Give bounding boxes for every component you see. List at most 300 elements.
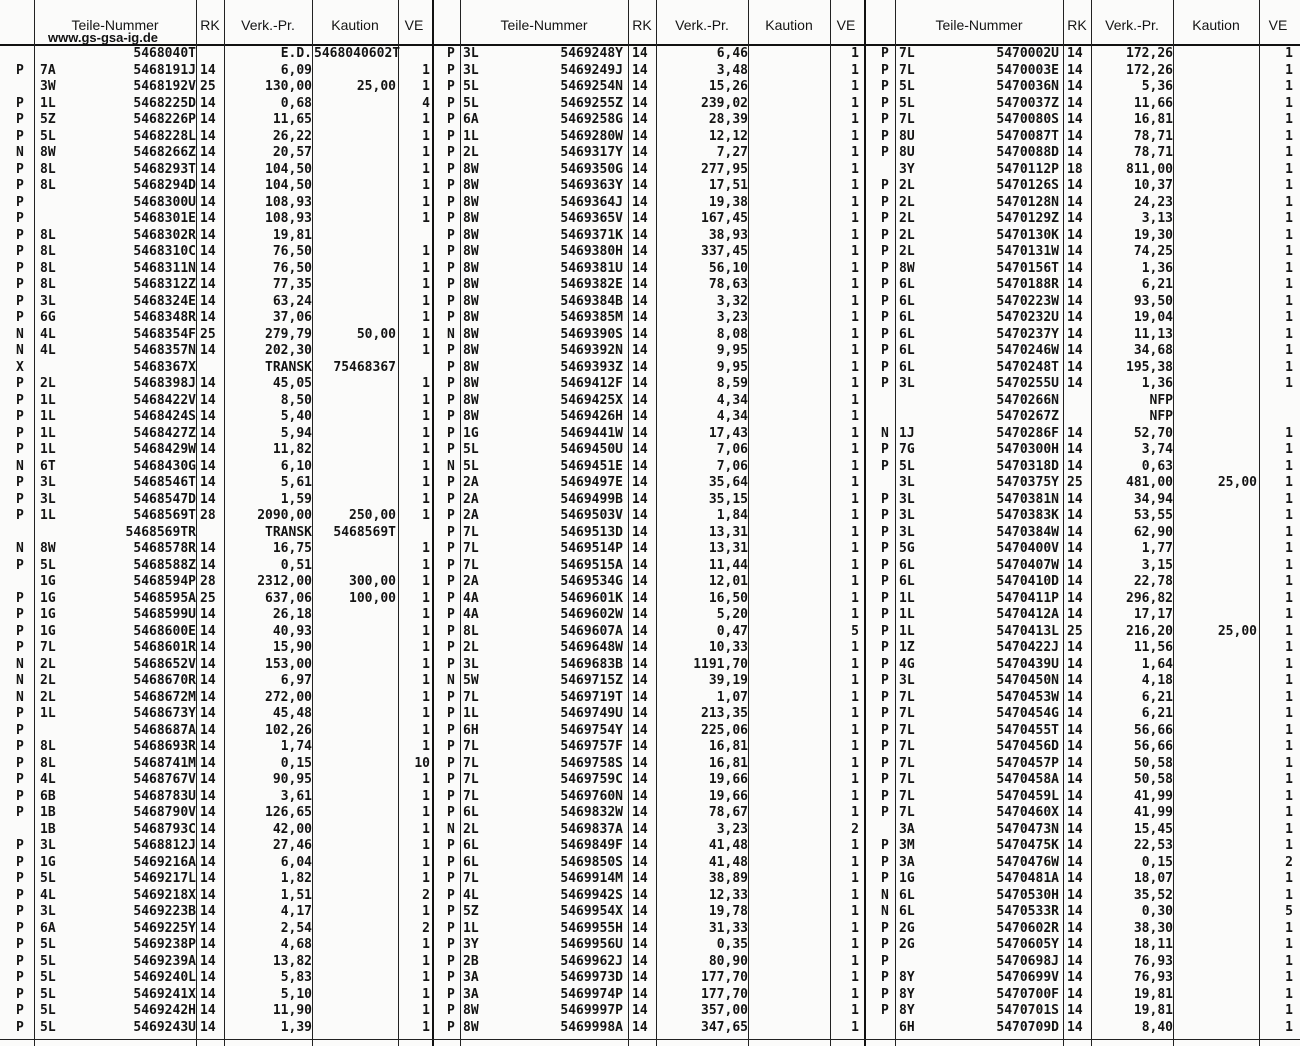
cell-part-number: 5470602R xyxy=(996,920,1059,936)
cell-ve: 1 xyxy=(851,838,859,853)
cell-part-number: 5469241X xyxy=(133,986,196,1002)
header-price: Verk.-Pr. xyxy=(675,17,729,33)
cell-rk: 14 xyxy=(632,755,648,771)
cell-code: 7L xyxy=(463,541,479,556)
cell-ve: 1 xyxy=(422,640,430,655)
cell-ve: 1 xyxy=(1285,937,1293,952)
cell-price: 8,59 xyxy=(716,376,748,391)
cell-code: 8L xyxy=(40,244,56,259)
cell-ve: 1 xyxy=(1285,442,1293,457)
cell-part-number: 5468225D xyxy=(133,95,196,111)
cell-ve: 1 xyxy=(851,920,859,936)
cell-rk: 14 xyxy=(1067,541,1083,556)
table-row xyxy=(867,360,1300,377)
table-row xyxy=(867,294,1300,311)
cell-code: 7L xyxy=(899,62,915,78)
cell-rk: 14 xyxy=(1067,310,1083,325)
cell-ve: 1 xyxy=(422,904,430,919)
cell-ve: 1 xyxy=(851,79,859,94)
cell-code: 6L xyxy=(899,557,915,573)
cell-part-number: 5469254N xyxy=(560,79,623,94)
cell-code: 3L xyxy=(40,904,56,919)
cell-ve: 1 xyxy=(422,772,430,787)
website-url: www.gs-gsa-ig.de xyxy=(48,30,159,45)
cell-part-number: 5469497E xyxy=(560,475,623,490)
cell-code: 6G xyxy=(40,310,56,325)
cell-rk: 14 xyxy=(200,953,216,969)
cell-price: 38,30 xyxy=(1133,920,1173,936)
table-row xyxy=(867,277,1300,294)
cell-status: P xyxy=(447,62,455,78)
cell-part-number: 5468601R xyxy=(133,640,196,655)
cell-rk: 14 xyxy=(1067,871,1083,886)
cell-ve: 1 xyxy=(1285,970,1293,985)
table-row xyxy=(867,228,1300,245)
price-list-panel-3 xyxy=(867,0,1300,1046)
table-row xyxy=(867,244,1300,261)
cell-price: 0,68 xyxy=(280,95,312,111)
cell-price: 15,90 xyxy=(272,640,312,655)
cell-code: 5L xyxy=(463,442,479,457)
cell-part-number: 5469364J xyxy=(560,194,623,210)
cell-ve: 1 xyxy=(422,425,430,441)
cell-rk: 14 xyxy=(632,986,648,1002)
cell-code: 6H xyxy=(899,1019,915,1035)
cell-rk: 14 xyxy=(632,590,648,606)
table-row xyxy=(867,574,1300,591)
cell-ve: 1 xyxy=(851,640,859,655)
cell-rk: 14 xyxy=(632,244,648,259)
cell-status: P xyxy=(881,574,889,589)
cell-price: 108,93 xyxy=(265,211,312,226)
cell-price: 19,38 xyxy=(708,194,748,210)
cell-ve: 1 xyxy=(851,607,859,622)
table-row xyxy=(435,244,867,261)
cell-price: 42,00 xyxy=(272,821,312,837)
cell-ve: 1 xyxy=(1285,293,1293,309)
cell-code: 2G xyxy=(899,937,915,952)
cell-ve: 1 xyxy=(851,788,859,804)
cell-part-number: 5468429W xyxy=(133,442,196,457)
cell-rk: 14 xyxy=(632,953,648,969)
cell-status: P xyxy=(881,623,889,639)
cell-code: 8W xyxy=(463,376,479,391)
cell-part-number: 5469240L xyxy=(133,970,196,985)
cell-rk: 14 xyxy=(1067,937,1083,952)
cell-status: P xyxy=(447,524,455,540)
table-row xyxy=(867,904,1300,921)
cell-rk: 18 xyxy=(1067,161,1083,177)
cell-code: 4L xyxy=(40,887,56,903)
cell-part-number: 5470037Z xyxy=(996,95,1059,111)
cell-rk: 14 xyxy=(1067,46,1083,61)
table-row xyxy=(867,475,1300,492)
cell-part-number: 5469248Y xyxy=(560,46,623,61)
cell-ve: 1 xyxy=(1285,656,1293,672)
cell-price: 0,30 xyxy=(1141,904,1173,919)
cell-price: 18,07 xyxy=(1133,871,1173,886)
cell-ve: 1 xyxy=(1285,359,1293,375)
cell-price: 18,11 xyxy=(1133,937,1173,952)
cell-part-number: 5468312Z xyxy=(133,277,196,292)
cell-rk: 14 xyxy=(200,442,216,457)
table-body xyxy=(0,46,435,1036)
cell-rk: 14 xyxy=(632,112,648,127)
cell-code: 7L xyxy=(463,755,479,771)
table-row xyxy=(435,789,867,806)
cell-price: 62,90 xyxy=(1133,524,1173,540)
cell-rk: 14 xyxy=(200,343,216,358)
cell-price: 172,26 xyxy=(1126,62,1173,78)
cell-deposit: 75468367 xyxy=(333,359,396,375)
table-row xyxy=(0,607,435,624)
cell-part-number: 5469381U xyxy=(560,260,623,276)
cell-ve: 1 xyxy=(422,409,430,424)
cell-code: 7L xyxy=(899,739,915,754)
cell-price: 15,26 xyxy=(708,79,748,94)
table-row xyxy=(0,376,435,393)
cell-status: P xyxy=(16,475,24,490)
cell-price: 35,52 xyxy=(1133,887,1173,903)
cell-part-number: 5469955H xyxy=(560,920,623,936)
table-row xyxy=(435,987,867,1004)
cell-part-number: 5469715Z xyxy=(560,673,623,688)
cell-rk: 14 xyxy=(1067,1003,1083,1018)
cell-part-number: 5468357N xyxy=(133,343,196,358)
table-row xyxy=(435,1003,867,1020)
cell-status: P xyxy=(881,739,889,754)
cell-price: 40,93 xyxy=(272,623,312,639)
cell-price: 108,93 xyxy=(265,194,312,210)
cell-code: 6L xyxy=(899,293,915,309)
cell-ve: 1 xyxy=(422,623,430,639)
cell-status: P xyxy=(16,260,24,276)
table-row xyxy=(0,690,435,707)
cell-code: 5G xyxy=(899,541,915,556)
cell-ve: 1 xyxy=(422,112,430,127)
cell-ve: 1 xyxy=(422,458,430,474)
cell-code: 8L xyxy=(40,755,56,771)
table-row xyxy=(867,541,1300,558)
cell-code: 1G xyxy=(40,590,56,606)
table-row xyxy=(0,277,435,294)
cell-ve: 1 xyxy=(1285,805,1293,820)
cell-deposit: 100,00 xyxy=(349,590,396,606)
cell-code: 3L xyxy=(40,475,56,490)
cell-code: 1L xyxy=(40,425,56,441)
cell-part-number: 5470255U xyxy=(996,376,1059,391)
cell-rk: 14 xyxy=(1067,607,1083,622)
cell-rk: 14 xyxy=(1067,112,1083,127)
cell-rk: 14 xyxy=(200,128,216,144)
table-row xyxy=(0,1003,435,1020)
cell-ve: 1 xyxy=(1285,161,1293,177)
cell-rk: 14 xyxy=(632,475,648,490)
cell-part-number: 5470454G xyxy=(996,706,1059,721)
cell-status: P xyxy=(881,541,889,556)
cell-code: 6L xyxy=(899,343,915,358)
cell-rk: 14 xyxy=(632,805,648,820)
cell-code: 5L xyxy=(40,871,56,886)
cell-code: 8L xyxy=(40,227,56,243)
table-row xyxy=(0,706,435,723)
cell-rk: 14 xyxy=(1067,95,1083,111)
cell-ve: 1 xyxy=(422,739,430,754)
cell-part-number: 5470407W xyxy=(996,557,1059,573)
cell-rk: 28 xyxy=(200,508,216,523)
table-row xyxy=(435,261,867,278)
cell-rk: 14 xyxy=(200,178,216,193)
cell-price: 213,35 xyxy=(701,706,748,721)
cell-rk: 14 xyxy=(200,475,216,490)
cell-ve: 1 xyxy=(851,293,859,309)
cell-rk: 14 xyxy=(632,640,648,655)
table-row xyxy=(0,541,435,558)
cell-part-number: 5469280W xyxy=(560,128,623,144)
cell-code: 1G xyxy=(40,623,56,639)
cell-code: 3L xyxy=(899,491,915,507)
cell-price: 5,83 xyxy=(280,970,312,985)
cell-status: P xyxy=(16,1019,24,1035)
cell-code: 4L xyxy=(40,343,56,358)
header-rk: RK xyxy=(200,17,220,33)
cell-status: P xyxy=(447,161,455,177)
cell-part-number: 5470246W xyxy=(996,343,1059,358)
cell-status: P xyxy=(881,277,889,292)
cell-part-number: 5469513D xyxy=(560,524,623,540)
cell-part-number: 5470130K xyxy=(996,227,1059,243)
cell-rk: 14 xyxy=(200,854,216,870)
cell-ve: 1 xyxy=(1285,722,1293,738)
table-row xyxy=(435,162,867,179)
cell-part-number: 5468324E xyxy=(133,293,196,309)
cell-rk: 14 xyxy=(632,788,648,804)
cell-ve: 1 xyxy=(851,359,859,375)
table-row xyxy=(0,228,435,245)
cell-part-number: 5470126S xyxy=(996,178,1059,193)
cell-rk: 14 xyxy=(632,821,648,837)
table-row xyxy=(0,178,435,195)
table-row xyxy=(0,195,435,212)
cell-code: 2L xyxy=(40,673,56,688)
cell-price: 56,66 xyxy=(1133,739,1173,754)
cell-ve: 1 xyxy=(1285,491,1293,507)
cell-rk: 14 xyxy=(632,343,648,358)
cell-price: 19,66 xyxy=(708,788,748,804)
cell-code: 2L xyxy=(463,145,479,160)
cell-price: 78,71 xyxy=(1133,145,1173,160)
table-row xyxy=(0,211,435,228)
cell-price: 31,33 xyxy=(708,920,748,936)
cell-status: P xyxy=(881,722,889,738)
cell-price: 38,93 xyxy=(708,227,748,243)
table-row xyxy=(867,393,1300,410)
cell-ve: 1 xyxy=(1285,623,1293,639)
cell-rk: 14 xyxy=(632,574,648,589)
cell-code: 5L xyxy=(40,557,56,573)
cell-rk: 14 xyxy=(1067,689,1083,705)
cell-price: 90,95 xyxy=(272,772,312,787)
cell-price: 41,48 xyxy=(708,838,748,853)
cell-price: 19,30 xyxy=(1133,227,1173,243)
cell-code: 8W xyxy=(463,359,479,375)
cell-code: 6L xyxy=(899,359,915,375)
cell-rk: 14 xyxy=(200,887,216,903)
table-row xyxy=(435,756,867,773)
cell-status: P xyxy=(16,425,24,441)
cell-code: 8W xyxy=(463,277,479,292)
cell-ve: 1 xyxy=(851,178,859,193)
cell-code: 1G xyxy=(899,871,915,886)
cell-status: P xyxy=(881,607,889,622)
cell-code: 8W xyxy=(463,310,479,325)
cell-price: 7,27 xyxy=(716,145,748,160)
cell-status: N xyxy=(16,673,24,688)
cell-ve: 1 xyxy=(1285,260,1293,276)
cell-rk: 28 xyxy=(200,574,216,589)
cell-rk: 14 xyxy=(1067,62,1083,78)
cell-price: 45,48 xyxy=(272,706,312,721)
cell-part-number: 5470088D xyxy=(996,145,1059,160)
cell-price: 1,59 xyxy=(280,491,312,507)
table-row xyxy=(0,459,435,476)
cell-ve: 1 xyxy=(422,788,430,804)
cell-ve: 1 xyxy=(1285,1019,1293,1035)
cell-code: 3L xyxy=(463,656,479,672)
cell-part-number: 5470473N xyxy=(996,821,1059,837)
cell-ve: 1 xyxy=(1285,211,1293,226)
cell-price: 279,79 xyxy=(265,326,312,342)
table-row xyxy=(867,261,1300,278)
cell-part-number: 5469515A xyxy=(560,557,623,573)
cell-rk: 14 xyxy=(632,920,648,936)
table-row xyxy=(867,624,1300,641)
table-row xyxy=(0,294,435,311)
cell-rk: 14 xyxy=(1067,244,1083,259)
cell-rk: 14 xyxy=(632,293,648,309)
cell-part-number: 5468310C xyxy=(133,244,196,259)
table-row xyxy=(867,310,1300,327)
cell-part-number: 5470087T xyxy=(996,128,1059,144)
cell-code: 1L xyxy=(40,392,56,408)
cell-code: 1B xyxy=(40,805,56,820)
table-row xyxy=(435,822,867,839)
cell-rk: 14 xyxy=(200,277,216,292)
cell-ve: 1 xyxy=(422,821,430,837)
cell-part-number: 5469450U xyxy=(560,442,623,457)
cell-part-number: 5468301E xyxy=(133,211,196,226)
cell-rk: 14 xyxy=(200,656,216,672)
cell-ve: 1 xyxy=(1285,541,1293,556)
cell-status: P xyxy=(16,854,24,870)
cell-rk: 14 xyxy=(632,524,648,540)
cell-code: 2A xyxy=(463,475,479,490)
cell-rk: 14 xyxy=(632,161,648,177)
cell-price: 1,07 xyxy=(716,689,748,705)
header-rk: RK xyxy=(1067,17,1087,33)
cell-part-number: 5470476W xyxy=(996,854,1059,870)
table-row xyxy=(435,624,867,641)
cell-part-number: 5470698J xyxy=(996,953,1059,969)
cell-status: P xyxy=(881,293,889,309)
cell-code: 6L xyxy=(463,854,479,870)
cell-code: 2L xyxy=(899,211,915,226)
table-row xyxy=(435,360,867,377)
table-row xyxy=(435,723,867,740)
table-row xyxy=(435,657,867,674)
cell-part-number: 5469451E xyxy=(560,458,623,474)
cell-price: 8,08 xyxy=(716,326,748,342)
cell-status: P xyxy=(881,458,889,474)
cell-rk: 25 xyxy=(1067,475,1083,490)
table-row xyxy=(435,706,867,723)
cell-ve: 1 xyxy=(422,854,430,870)
cell-status: P xyxy=(447,409,455,424)
cell-status: P xyxy=(881,953,889,969)
cell-code: 1G xyxy=(463,425,479,441)
cell-code: 7L xyxy=(899,706,915,721)
cell-deposit: 300,00 xyxy=(349,574,396,589)
cell-price: 0,15 xyxy=(280,755,312,771)
cell-price: 27,46 xyxy=(272,838,312,853)
cell-code: 7A xyxy=(40,62,56,78)
header-ve: VE xyxy=(1268,17,1288,33)
cell-code: 3L xyxy=(40,491,56,507)
cell-rk: 14 xyxy=(200,755,216,771)
cell-ve: 1 xyxy=(422,590,430,606)
cell-ve: 1 xyxy=(851,95,859,111)
cell-code: 6L xyxy=(899,326,915,342)
cell-price: 16,75 xyxy=(272,541,312,556)
cell-price: 177,70 xyxy=(701,970,748,985)
cell-status: P xyxy=(447,211,455,226)
cell-status: P xyxy=(16,838,24,853)
cell-status: P xyxy=(881,805,889,820)
cell-rk: 14 xyxy=(1067,128,1083,144)
cell-price: 6,46 xyxy=(716,46,748,61)
table-row xyxy=(867,937,1300,954)
cell-price: 1,36 xyxy=(1141,376,1173,391)
cell-status: N xyxy=(16,541,24,556)
table-row xyxy=(0,954,435,971)
table-row xyxy=(0,855,435,872)
cell-part-number: 5468300U xyxy=(133,194,196,210)
cell-price: 19,04 xyxy=(1133,310,1173,325)
cell-status: P xyxy=(16,293,24,309)
table-row xyxy=(435,79,867,96)
table-row xyxy=(867,690,1300,707)
cell-status: N xyxy=(16,458,24,474)
cell-price: 17,17 xyxy=(1133,607,1173,622)
cell-ve: 1 xyxy=(422,838,430,853)
cell-part-number: 5468594P xyxy=(133,574,196,589)
cell-part-number: 5469942S xyxy=(560,887,623,903)
cell-status: P xyxy=(16,95,24,111)
cell-code: 1L xyxy=(40,409,56,424)
cell-part-number: 5470112P xyxy=(996,161,1059,177)
cell-code: 8W xyxy=(463,1019,479,1035)
cell-code: 1Z xyxy=(899,640,915,655)
table-row xyxy=(435,376,867,393)
table-row xyxy=(867,492,1300,509)
cell-part-number: 5469602W xyxy=(560,607,623,622)
cell-price: 7,06 xyxy=(716,442,748,457)
table-row xyxy=(0,871,435,888)
cell-code: 3A xyxy=(463,970,479,985)
cell-part-number: 5469238P xyxy=(133,937,196,952)
cell-ve: 1 xyxy=(1285,178,1293,193)
cell-part-number: 5468311N xyxy=(133,260,196,276)
